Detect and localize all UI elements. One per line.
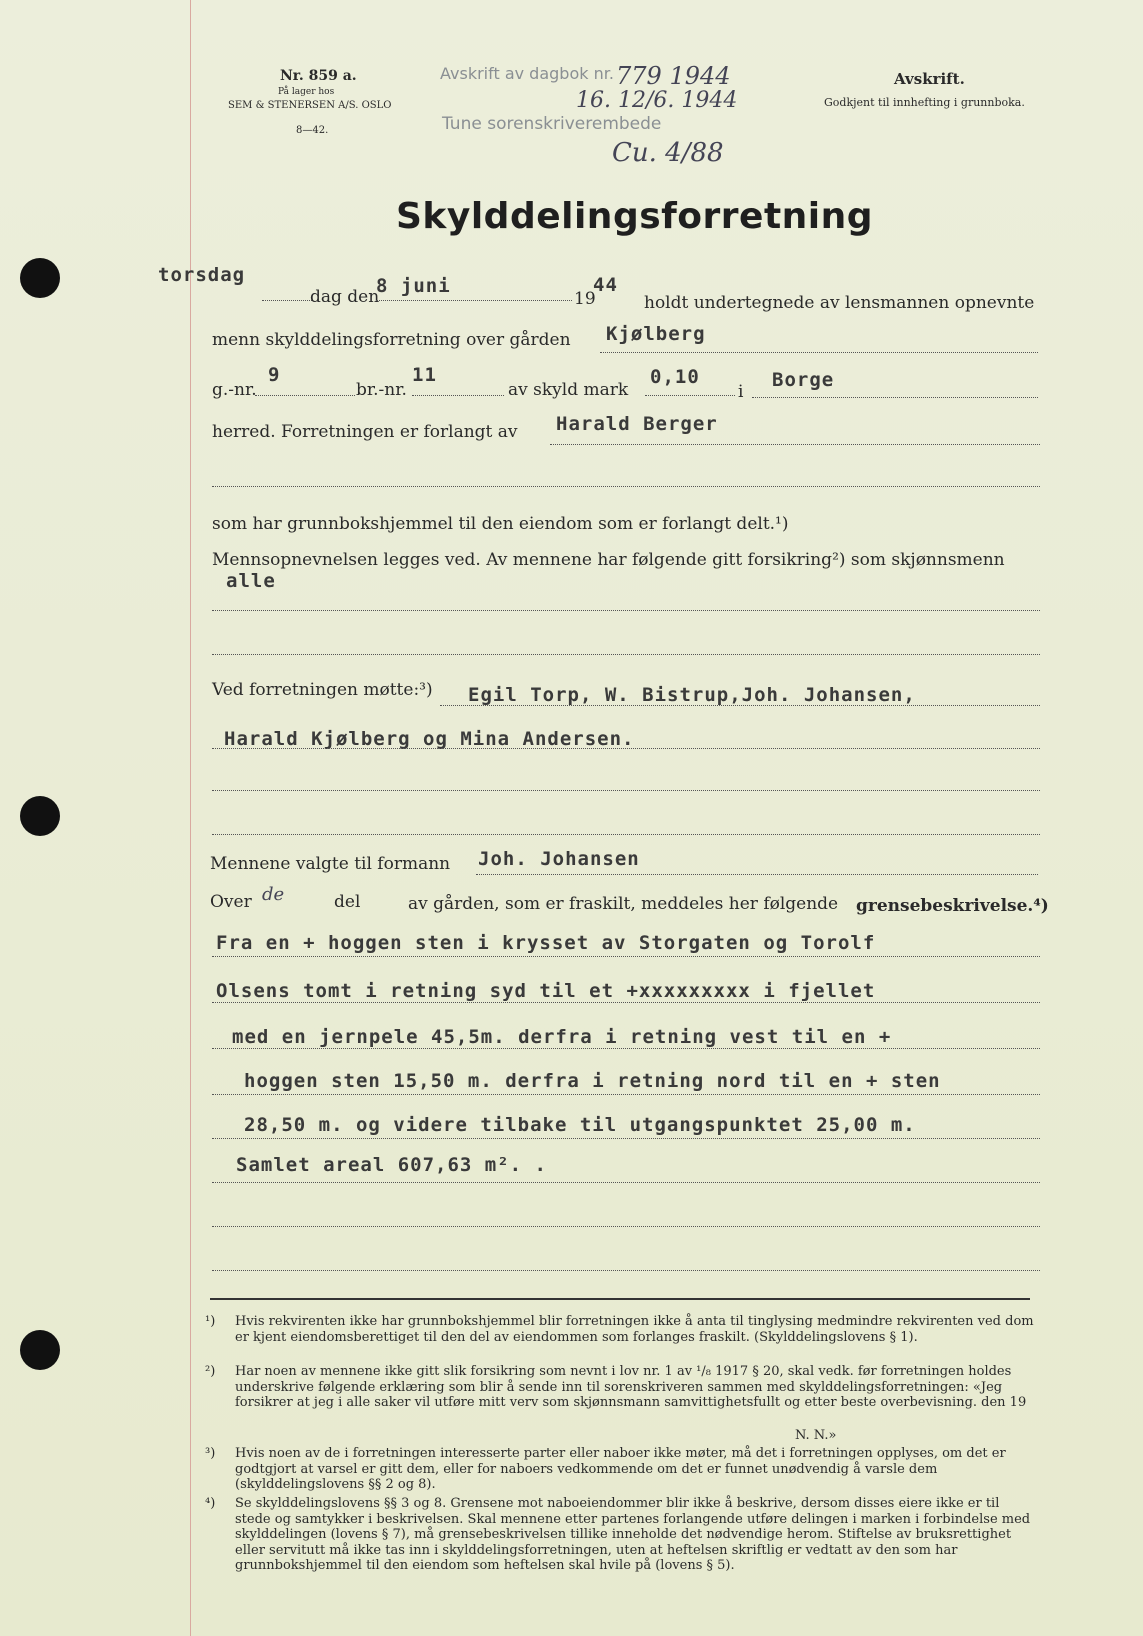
dotted-line [212, 1094, 1040, 1095]
label-brnr: br.-nr. [356, 380, 407, 400]
label-i: i [738, 382, 744, 402]
dotted-line [376, 300, 572, 301]
handwritten-reference: Cu. 4/88 [612, 138, 724, 168]
description-line: Olsens tomt i retning syd til et +xxxxxxxxx i fjellet [216, 980, 876, 1002]
footnote-rule [210, 1298, 1030, 1300]
label-skyld: av skyld mark [508, 380, 629, 400]
dotted-line [212, 1138, 1040, 1139]
label-dag-den: dag den [310, 287, 380, 307]
dotted-line [645, 395, 735, 396]
chairman: Joh. Johansen [478, 848, 640, 870]
part-value: de [262, 884, 285, 905]
footnote-mark: ⁴) [205, 1496, 216, 1511]
dotted-line [212, 956, 1040, 957]
form-number: Nr. 859 a. [280, 68, 357, 84]
dotted-line [212, 1270, 1040, 1271]
sworn-men: alle [226, 570, 276, 592]
label-av-garden: av gården, som er fraskilt, meddeles her følgende [408, 894, 839, 914]
handwritten-date: 16. 12/6. 1944 [576, 88, 738, 113]
punch-hole [20, 258, 60, 298]
requested-by: Harald Berger [556, 413, 718, 435]
dotted-line [212, 834, 1040, 835]
label-menn: menn skylddelingsforretning over gården [212, 330, 571, 350]
label-year: 19 [574, 289, 596, 309]
dotted-line [262, 300, 312, 301]
description-line: med en jernpele 45,5m. derfra i retning vest til en + [232, 1026, 892, 1048]
dotted-line [212, 486, 1040, 487]
label-motte: Ved forretningen møtte:³) [212, 680, 433, 700]
farm-name: Kjølberg [606, 323, 706, 345]
dotted-line [212, 654, 1040, 655]
footnote [205, 1314, 1035, 1345]
dotted-line [212, 1002, 1040, 1003]
footnote-text: Har noen av mennene ikke gitt slik forsikring som nevnt i lov nr. 1 av ¹/₈ 1917 § 20, skal vedk. før forretningen holdes underskrive følgende erklæring som blir å sende inn til sorenskriveren sammen med skylddelingsforretningen: «Jeg forsikrer at jeg i alle saker vil utføre mitt verv som skjønnsmann samvittighetsfullt og etter beste overbevisning. den 19 [235, 1364, 1027, 1410]
dotted-line [600, 352, 1038, 353]
description-line: Fra en + hoggen sten i krysset av Storgaten og Torolf [216, 932, 876, 954]
footnote-text: Se skylddelingslovens §§ 3 og 8. Grensene mot naboeiendommer blir ikke å beskrive, dersom disses eiere ikke er til stede og samtykker i beskrivelsen. Skal mennene etter partenes forlangende utføre delingen i marken i forbindelse med skylddelingen (lovens § 7), må grensebeskrivelsen tillike inneholde det nødvendige herom. Stiftelse av bruksrettighet eller servitutt må ikke tas inn i skylddelingsforretningen, uten at heftelsen skriftlig er vedtatt av den som har grunnbokshjemmel til den eiendom som heftelsen skal hvile på (lovens § 5). [235, 1496, 1031, 1573]
attendees-line-1: Egil Torp, W. Bistrup,Joh. Johansen, [468, 684, 916, 706]
weekday: torsdag [158, 264, 246, 286]
date-value: 8 juni [376, 275, 451, 297]
punch-hole [20, 1330, 60, 1370]
year-value: 44 [593, 274, 618, 296]
skyld-value: 0,10 [650, 366, 700, 388]
label-holdt: holdt undertegnede av lensmannen opnevnte [644, 293, 1035, 313]
dotted-line [212, 790, 1040, 791]
footnote-text: N. N.» [795, 1428, 837, 1443]
label-grunnbok: som har grunnbokshjemmel til den eiendom som er forlangt delt.¹) [212, 514, 789, 534]
handwritten-dagbok-number: 779 1944 [616, 62, 731, 90]
dotted-line [212, 1182, 1040, 1183]
punch-hole [20, 796, 60, 836]
label-del: del [334, 892, 361, 912]
footnote-text: Hvis rekvirenten ikke har grunnbokshjemmel blir forretningen ikke å anta til tinglysing medmindre rekvirenten ved dom er kjent eiendomsberettiget til den del av eiendommen som forlanges fraskilt. (Skylddelingslovens § 1). [235, 1314, 1034, 1345]
footnote-mark: ²) [205, 1364, 216, 1379]
dotted-line [752, 397, 1038, 398]
dotted-line [212, 1226, 1040, 1227]
godkjent-label: Godkjent til innhefting i grunnboka. [824, 96, 1025, 109]
footnote [205, 1364, 1035, 1411]
dotted-line [212, 1048, 1040, 1049]
printer-name: SEM & STENERSEN A/S. OSLO [228, 100, 392, 111]
municipality: Borge [772, 369, 835, 391]
page-title: Skylddelingsforretning [396, 196, 874, 237]
dotted-line [212, 610, 1040, 611]
description-line: 28,50 m. og videre tilbake til utgangspunktet 25,00 m. [244, 1114, 916, 1136]
printer-line: På lager hos [278, 87, 335, 97]
dotted-line [550, 444, 1040, 445]
dotted-line [476, 874, 1038, 875]
avskrift-label: Avskrift. [894, 70, 965, 88]
footnote [205, 1446, 1035, 1493]
footnote-mark: ¹) [205, 1314, 216, 1329]
dotted-line [412, 395, 504, 396]
dotted-line [440, 705, 1040, 706]
stamp-dagbok: Avskrift av dagbok nr. [440, 64, 614, 83]
description-line: Samlet areal 607,63 m². . [236, 1154, 547, 1176]
brnr-value: 11 [412, 364, 437, 386]
label-herred: herred. Forretningen er forlangt av [212, 422, 518, 442]
gnr-value: 9 [268, 364, 281, 386]
printer-date: 8—42. [296, 125, 329, 136]
footnote [205, 1496, 1035, 1574]
label-formann: Mennene valgte til formann [210, 854, 451, 874]
label-grensebeskrivelse: grensebeskrivelse.⁴) [856, 896, 1049, 916]
label-over: Over [210, 892, 252, 912]
footnote-text: Hvis noen av de i forretningen interesserte parter eller naboer ikke møter, må det i forretningen opplyses, om det er godtgjort at varsel er gitt dem, eller for naboers vedkommende om det er funnet unødvendig å varsle dem (skylddelingslovens §§ 2 og 8). [235, 1446, 1006, 1492]
stamp-embede: Tune sorenskriverembede [442, 114, 662, 134]
footnote-mark: ³) [205, 1446, 216, 1461]
attendees-line-2: Harald Kjølberg og Mina Andersen. [224, 728, 635, 750]
label-gnr: g.-nr. [212, 380, 257, 400]
dotted-line [212, 748, 1040, 749]
footnote-signature [205, 1428, 1035, 1444]
label-mennsop: Mennsopnevnelsen legges ved. Av mennene har følgende gitt forsikring²) som skjønnsmenn [212, 550, 1005, 570]
dotted-line [255, 395, 355, 396]
description-line: hoggen sten 15,50 m. derfra i retning nord til en + sten [244, 1070, 941, 1092]
margin-rule [190, 0, 191, 1636]
